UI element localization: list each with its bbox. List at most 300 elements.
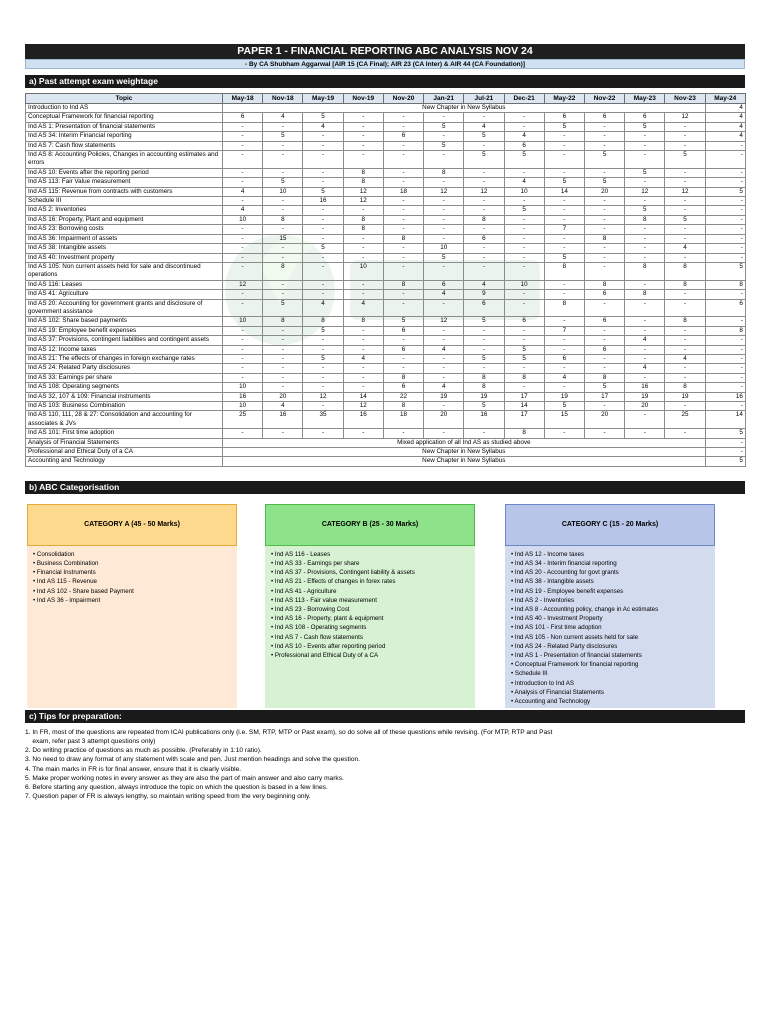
value-cell: 8 <box>544 299 584 317</box>
value-cell: 5 <box>504 151 544 169</box>
topic-cell: Ind AS 41: Agriculture <box>26 290 223 299</box>
value-cell: - <box>705 197 745 206</box>
category-item: • Business Combination <box>33 559 231 568</box>
page-subtitle: - By CA Shubham Aggarwal [AIR 15 (CA Final); AIR 23 (CA Inter) & AIR 44 (CA Foundation)] <box>25 59 745 69</box>
value-cell: - <box>705 225 745 234</box>
category-item: • Ind AS 23 - Borrowing Cost <box>271 605 469 614</box>
value-cell: - <box>544 364 584 373</box>
span-cell: New Chapter in New Syllabus <box>223 457 706 466</box>
value-cell: 5 <box>584 178 624 187</box>
table-row <box>26 336 746 345</box>
value-cell: 8 <box>383 402 423 411</box>
value-cell: 4 <box>343 299 383 317</box>
value-cell: - <box>343 429 383 438</box>
value-cell: - <box>223 122 263 131</box>
topic-cell: Ind AS 38: Intangible assets <box>26 244 223 253</box>
page <box>25 44 745 801</box>
value-cell: 5 <box>263 132 303 141</box>
value-cell: 8 <box>625 215 665 224</box>
category-item: • Ind AS 21 - Effects of changes in forex rates <box>271 577 469 586</box>
value-cell: - <box>544 132 584 141</box>
value-cell: 4 <box>625 336 665 345</box>
value-cell: - <box>625 244 665 253</box>
value-cell: - <box>303 178 343 187</box>
value-cell: 7 <box>544 326 584 335</box>
topic-cell: Ind AS 1: Presentation of financial statements <box>26 122 223 131</box>
value-cell: - <box>223 354 263 363</box>
value-cell: 6 <box>424 280 464 289</box>
span-cell: New Chapter in New Syllabus <box>223 448 706 457</box>
value-cell: - <box>343 280 383 289</box>
value-cell: - <box>223 253 263 262</box>
value-cell: 12 <box>303 392 343 401</box>
value-cell: 4 <box>665 354 705 363</box>
value-cell: 6 <box>504 317 544 326</box>
table-row <box>26 411 746 429</box>
value-cell: - <box>303 206 343 215</box>
value-cell: - <box>383 262 423 280</box>
value-cell: 5 <box>665 151 705 169</box>
value-cell: 10 <box>504 187 544 196</box>
value-cell: - <box>223 151 263 169</box>
category-item: • Ind AS 7 - Cash flow statements <box>271 633 469 642</box>
value-cell: 5 <box>464 317 504 326</box>
value-cell: 20 <box>584 187 624 196</box>
value-cell: 5 <box>504 206 544 215</box>
value-cell: 19 <box>424 392 464 401</box>
value-cell: 6 <box>383 345 423 354</box>
value-cell: 5 <box>383 317 423 326</box>
category-item: • Ind AS 116 - Leases <box>271 550 469 559</box>
value-cell: - <box>424 299 464 317</box>
value-cell: - <box>544 290 584 299</box>
category-b <box>265 504 475 708</box>
value-cell: 5 <box>263 178 303 187</box>
value-cell: - <box>303 336 343 345</box>
value-cell: - <box>303 262 343 280</box>
value-cell: - <box>223 234 263 243</box>
value-cell: - <box>584 262 624 280</box>
category-item: • Ind AS 115 - Revenue <box>33 577 231 586</box>
value-cell: 20 <box>263 392 303 401</box>
value-cell: - <box>625 411 665 429</box>
value-cell: - <box>504 383 544 392</box>
value-cell: - <box>625 178 665 187</box>
weightage-table <box>25 93 746 467</box>
value-cell: 12 <box>223 280 263 289</box>
value-cell: - <box>263 197 303 206</box>
topic-cell: Ind AS 108: Operating segments <box>26 383 223 392</box>
value-cell: - <box>705 383 745 392</box>
value-cell: - <box>303 364 343 373</box>
value-cell: 5 <box>705 457 745 466</box>
table-row <box>26 215 746 224</box>
category-b-list <box>265 546 475 708</box>
topic-cell: Ind AS 24: Related Party disclosures <box>26 364 223 373</box>
value-cell: 8 <box>665 383 705 392</box>
table-header-row <box>26 94 746 104</box>
category-item: • Ind AS 19 - Employee benefit expenses <box>511 587 709 596</box>
value-cell: 8 <box>584 234 624 243</box>
topic-cell: Ind AS 21: The effects of changes in foreign exchange rates <box>26 354 223 363</box>
column-header-topic: Topic <box>26 94 223 104</box>
value-cell: 20 <box>424 411 464 429</box>
value-cell: 6 <box>584 290 624 299</box>
value-cell: 10 <box>223 383 263 392</box>
value-cell: - <box>464 113 504 122</box>
value-cell: - <box>665 253 705 262</box>
table-row <box>26 206 746 215</box>
value-cell: - <box>223 168 263 177</box>
category-item: • Ind AS 102 - Share based Payment <box>33 587 231 596</box>
value-cell: 8 <box>383 234 423 243</box>
value-cell: - <box>625 299 665 317</box>
value-cell: 6 <box>383 326 423 335</box>
value-cell: - <box>584 354 624 363</box>
value-cell: 5 <box>464 402 504 411</box>
value-cell: - <box>223 225 263 234</box>
value-cell: - <box>263 151 303 169</box>
value-cell: - <box>383 354 423 363</box>
value-cell: 8 <box>504 373 544 382</box>
value-cell: 8 <box>705 326 745 335</box>
span-cell: Mixed application of all Ind AS as studied above <box>223 438 706 447</box>
value-cell: - <box>223 262 263 280</box>
value-cell: 8 <box>544 262 584 280</box>
value-cell: - <box>625 234 665 243</box>
value-cell: 6 <box>504 141 544 150</box>
value-cell: 4 <box>303 122 343 131</box>
value-cell: - <box>504 234 544 243</box>
value-cell: - <box>303 168 343 177</box>
value-cell: 6 <box>383 132 423 141</box>
value-cell: - <box>584 244 624 253</box>
value-cell: 4 <box>223 206 263 215</box>
value-cell: - <box>343 373 383 382</box>
section-c-heading: c) Tips for preparation: <box>25 710 745 723</box>
value-cell: - <box>343 206 383 215</box>
value-cell: - <box>705 336 745 345</box>
category-item: • Ind AS 34 - Interim financial reporting <box>511 559 709 568</box>
topic-cell: Ind AS 113: Fair Value measurement <box>26 178 223 187</box>
column-header: Nov-20 <box>383 94 423 104</box>
value-cell: 19 <box>544 392 584 401</box>
column-header: Nov-22 <box>584 94 624 104</box>
table-row <box>26 262 746 280</box>
value-cell: 4 <box>705 122 745 131</box>
value-cell: 16 <box>223 392 263 401</box>
value-cell: - <box>263 225 303 234</box>
value-cell: - <box>584 122 624 131</box>
value-cell: - <box>584 299 624 317</box>
topic-cell: Ind AS 105: Non current assets held for sale and discontinued operations <box>26 262 223 280</box>
value-cell: - <box>424 206 464 215</box>
value-cell: 5 <box>544 178 584 187</box>
value-cell: 19 <box>625 392 665 401</box>
value-cell: - <box>303 141 343 150</box>
topic-cell: Ind AS 20: Accounting for government grants and disclosure of government assistance <box>26 299 223 317</box>
value-cell: 25 <box>665 411 705 429</box>
value-cell: - <box>343 364 383 373</box>
value-cell: - <box>383 225 423 234</box>
value-cell: 5 <box>464 132 504 141</box>
value-cell: 4 <box>223 187 263 196</box>
value-cell: 6 <box>223 113 263 122</box>
value-cell: 12 <box>625 187 665 196</box>
value-cell: 5 <box>303 326 343 335</box>
value-cell: - <box>665 429 705 438</box>
value-cell: - <box>665 132 705 141</box>
value-cell: - <box>504 122 544 131</box>
value-cell: - <box>464 429 504 438</box>
value-cell: - <box>263 354 303 363</box>
value-cell: 10 <box>504 280 544 289</box>
table-row <box>26 253 746 262</box>
section-a-heading: a) Past attempt exam weightage <box>25 75 745 88</box>
value-cell: - <box>263 373 303 382</box>
value-cell: - <box>584 197 624 206</box>
value-cell: - <box>544 429 584 438</box>
value-cell: - <box>263 336 303 345</box>
topic-cell: Analysis of Financial Statements <box>26 438 223 447</box>
value-cell: 18 <box>383 411 423 429</box>
value-cell: - <box>424 197 464 206</box>
value-cell: - <box>343 383 383 392</box>
value-cell: - <box>303 429 343 438</box>
value-cell: - <box>584 206 624 215</box>
value-cell: 5 <box>544 402 584 411</box>
value-cell: - <box>504 168 544 177</box>
value-cell: - <box>705 178 745 187</box>
table-row <box>26 326 746 335</box>
topic-cell: Ind AS 40: Investment property <box>26 253 223 262</box>
value-cell: - <box>665 122 705 131</box>
value-cell: 6 <box>464 234 504 243</box>
table-row <box>26 448 746 457</box>
section-b-heading: b) ABC Categorisation <box>25 481 745 494</box>
value-cell: - <box>544 336 584 345</box>
value-cell: - <box>625 225 665 234</box>
topic-cell: Ind AS 103: Business Combination <box>26 402 223 411</box>
column-header: May-19 <box>303 94 343 104</box>
value-cell: 6 <box>584 113 624 122</box>
value-cell: 5 <box>303 354 343 363</box>
value-cell: - <box>424 262 464 280</box>
value-cell: - <box>263 326 303 335</box>
tip-line: 3. No need to draw any format of any statement with scale and pen. Just mention headings and solve the question. <box>25 756 361 764</box>
value-cell: - <box>544 168 584 177</box>
value-cell: - <box>544 197 584 206</box>
table-row <box>26 280 746 289</box>
value-cell: 12 <box>424 317 464 326</box>
value-cell: 8 <box>665 317 705 326</box>
value-cell: - <box>705 402 745 411</box>
value-cell: - <box>464 141 504 150</box>
value-cell: 14 <box>343 392 383 401</box>
column-header: Dec-21 <box>504 94 544 104</box>
category-item: • Ind AS 2 - Inventories <box>511 596 709 605</box>
value-cell: 8 <box>584 373 624 382</box>
value-cell: - <box>464 197 504 206</box>
topic-cell: Schedule III <box>26 197 223 206</box>
value-cell: - <box>464 262 504 280</box>
value-cell: - <box>424 215 464 224</box>
value-cell: - <box>343 244 383 253</box>
topic-cell: Ind AS 2: Inventories <box>26 206 223 215</box>
value-cell: - <box>665 234 705 243</box>
table-row <box>26 317 746 326</box>
value-cell: - <box>544 234 584 243</box>
value-cell: 4 <box>705 113 745 122</box>
value-cell: - <box>584 364 624 373</box>
value-cell: - <box>705 141 745 150</box>
value-cell: - <box>464 225 504 234</box>
value-cell: 5 <box>424 141 464 150</box>
table-row <box>26 113 746 122</box>
category-item: • Ind AS 10 - Events after reporting period <box>271 642 469 651</box>
value-cell: 8 <box>584 280 624 289</box>
value-cell: 12 <box>665 113 705 122</box>
value-cell: - <box>223 132 263 141</box>
category-item: • Professional and Ethical Duty of a CA <box>271 651 469 660</box>
value-cell: - <box>504 215 544 224</box>
value-cell: - <box>504 262 544 280</box>
topic-cell: Ind AS 116: Leases <box>26 280 223 289</box>
topic-cell: Conceptual Framework for financial reporting <box>26 113 223 122</box>
value-cell: 14 <box>705 411 745 429</box>
value-cell: 8 <box>424 168 464 177</box>
value-cell: 16 <box>705 392 745 401</box>
value-cell: - <box>705 253 745 262</box>
value-cell: - <box>424 113 464 122</box>
value-cell: - <box>263 280 303 289</box>
value-cell: 10 <box>343 262 383 280</box>
value-cell: - <box>383 364 423 373</box>
value-cell: 19 <box>464 392 504 401</box>
column-header: May-23 <box>625 94 665 104</box>
table-row <box>26 354 746 363</box>
category-item: • Ind AS 41 - Agriculture <box>271 587 469 596</box>
value-cell: - <box>263 383 303 392</box>
value-cell: 12 <box>343 402 383 411</box>
value-cell: 5 <box>424 253 464 262</box>
value-cell: 14 <box>544 187 584 196</box>
value-cell: - <box>705 234 745 243</box>
value-cell: - <box>625 253 665 262</box>
value-cell: 4 <box>705 132 745 141</box>
value-cell: - <box>665 290 705 299</box>
value-cell: - <box>665 364 705 373</box>
value-cell: 4 <box>464 122 504 131</box>
table-row <box>26 290 746 299</box>
value-cell: - <box>424 178 464 187</box>
value-cell: 5 <box>625 122 665 131</box>
topic-cell: Ind AS 16: Property, Plant and equipment <box>26 215 223 224</box>
value-cell: - <box>544 215 584 224</box>
value-cell: - <box>223 178 263 187</box>
value-cell: - <box>584 336 624 345</box>
column-header: Jan-21 <box>424 94 464 104</box>
value-cell: - <box>584 326 624 335</box>
page-title: PAPER 1 - FINANCIAL REPORTING ABC ANALYSIS NOV 24 <box>25 44 745 59</box>
value-cell: - <box>625 317 665 326</box>
value-cell: - <box>464 168 504 177</box>
value-cell: - <box>424 373 464 382</box>
table-row <box>26 168 746 177</box>
value-cell: 20 <box>584 411 624 429</box>
value-cell: - <box>705 438 745 447</box>
value-cell: - <box>464 178 504 187</box>
value-cell: - <box>665 197 705 206</box>
topic-cell: Ind AS 10: Events after the reporting period <box>26 168 223 177</box>
value-cell: - <box>303 253 343 262</box>
table-row <box>26 345 746 354</box>
table-row <box>26 383 746 392</box>
value-cell: 8 <box>263 317 303 326</box>
category-item: • Ind AS 24 - Related Party disclosures <box>511 642 709 651</box>
value-cell: - <box>424 429 464 438</box>
table-row <box>26 457 746 466</box>
value-cell: - <box>544 280 584 289</box>
value-cell: - <box>544 141 584 150</box>
tip-line: 4. The main marks in FR is for final answer, ensure that it is clearly visible. <box>25 765 242 773</box>
tip-line: 6. Before starting any question, always introduce the topic on which the question is based in a few lines. <box>25 784 328 792</box>
value-cell: - <box>223 197 263 206</box>
topic-cell: Ind AS 19: Employee benefit expenses <box>26 326 223 335</box>
value-cell: 5 <box>424 122 464 131</box>
value-cell: 18 <box>383 187 423 196</box>
value-cell: - <box>625 373 665 382</box>
topic-cell: Ind AS 115: Revenue from contracts with customers <box>26 187 223 196</box>
value-cell: 8 <box>464 215 504 224</box>
value-cell: - <box>625 197 665 206</box>
value-cell: 12 <box>343 187 383 196</box>
value-cell: 8 <box>665 280 705 289</box>
value-cell: - <box>665 326 705 335</box>
category-item: • Conceptual Framework for financial reporting <box>511 660 709 669</box>
value-cell: 8 <box>504 429 544 438</box>
table-row <box>26 438 746 447</box>
category-item: • Accounting and Technology <box>511 697 709 706</box>
value-cell: 5 <box>665 215 705 224</box>
value-cell: - <box>544 244 584 253</box>
tip-line: 5. Make proper working notes in every answer as they are also the part of main answer and also carry marks. <box>25 774 344 782</box>
value-cell: 5 <box>504 354 544 363</box>
tip-line: 2. Do writing practice of questions as much as possible. (Preferably in 1:10 ratio). <box>25 747 262 755</box>
value-cell: 5 <box>544 122 584 131</box>
table-row <box>26 364 746 373</box>
value-cell: - <box>223 290 263 299</box>
value-cell: - <box>665 373 705 382</box>
value-cell: - <box>424 234 464 243</box>
topic-cell: Ind AS 7: Cash flow statements <box>26 141 223 150</box>
value-cell: - <box>263 345 303 354</box>
value-cell: 8 <box>464 373 504 382</box>
value-cell: - <box>303 290 343 299</box>
value-cell: 35 <box>303 411 343 429</box>
value-cell: - <box>504 253 544 262</box>
value-cell: - <box>223 373 263 382</box>
value-cell: - <box>504 336 544 345</box>
tip-line: 7. Question paper of FR is always lengthy, so maintain writing speed from the very beginning only. <box>25 793 311 801</box>
value-cell: - <box>263 364 303 373</box>
value-cell: - <box>464 336 504 345</box>
value-cell: 5 <box>625 206 665 215</box>
table-row <box>26 299 746 317</box>
category-a <box>27 504 237 708</box>
value-cell: - <box>303 151 343 169</box>
value-cell: - <box>584 141 624 150</box>
